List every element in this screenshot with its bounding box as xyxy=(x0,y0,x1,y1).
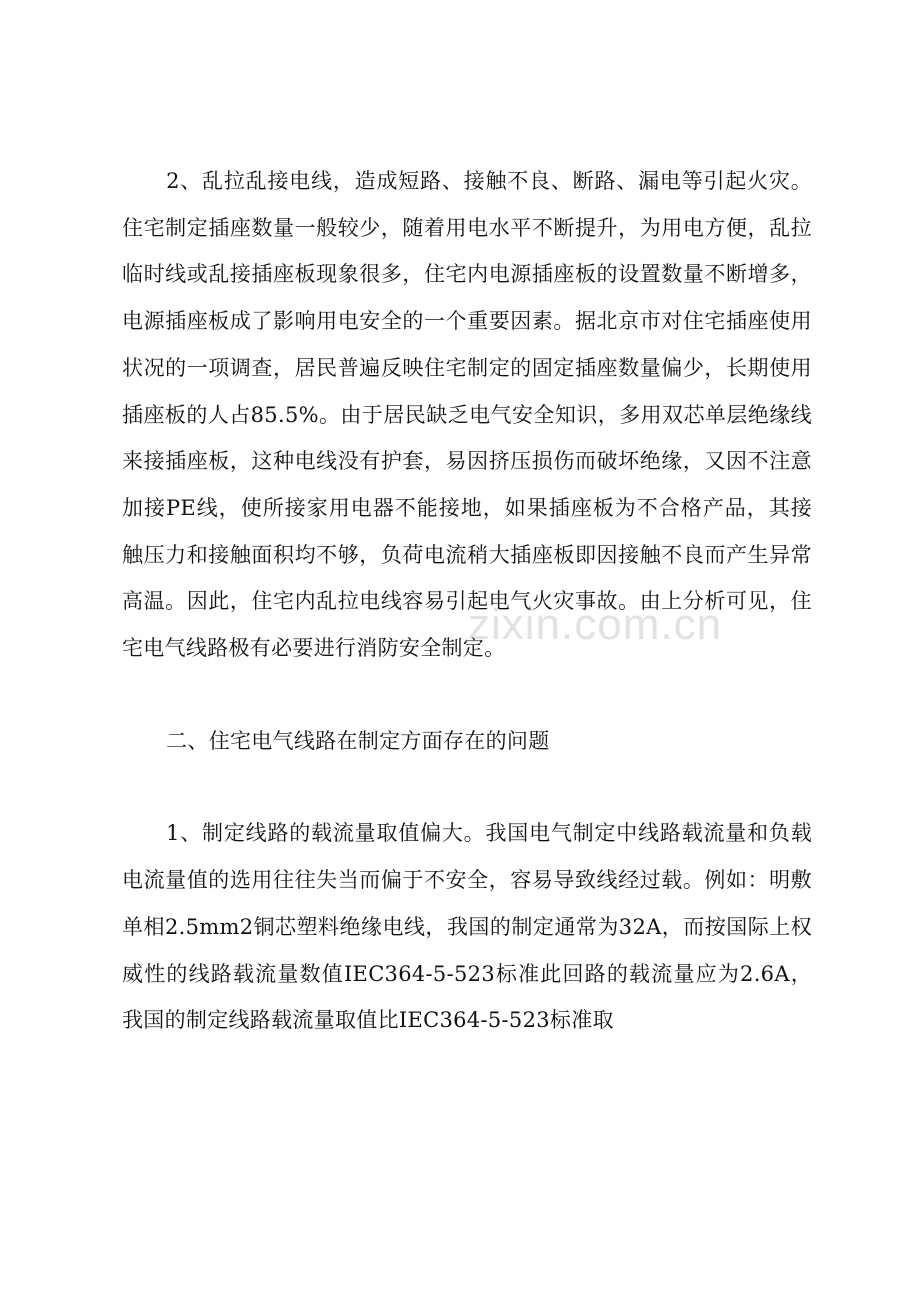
paragraph-wiring-hazards: 2、乱拉乱接电线，造成短路、接触不良、断路、漏电等引起火灾。住宅制定插座数量一般较少，随着用电水平不断提升，为用电方便，乱拉临时线或乱接插座板现象很多，住宅内电源插座板的设置数量不断增多，电源插座板成了影响用电安全的一个重要因素。据北京市对住宅插座使用状况的一项调查，居民普遍反映住宅制定的固定插座数量偏少，长期使用插座板的人占85.5%。由于居民缺乏电气安全知识，多用双芯单层绝缘线来接插座板，这种电线没有护套，易因挤压损伤而破坏绝缘，又因不注意加接PE线，使所接家用电器不能接地，如果插座板为不合格产品，其接触压力和接触面积均不够，负荷电流稍大插座板即因接触不良而产生异常高温。因此，住宅内乱拉电线容易引起电气火灾事故。由上分析可见，住宅电气线路极有必要进行消防安全制定。 xyxy=(122,169,812,661)
section-heading: 二、住宅电气线路在制定方面存在的问题 xyxy=(166,728,550,753)
paragraph-spacer xyxy=(122,764,812,810)
document-body xyxy=(122,158,812,1044)
paragraph-current-capacity: 1、制定线路的载流量取值偏大。我国电气制定中线路载流量和负载电流量值的选用往往失当而偏于不安全，容易导致线经过载。例如：明敷单相2.5mm2铜芯塑料绝缘电线，我国的制定通常为32A，而按国际上权威性的线路载流量数值IEC364-5-523标准此回路的载流量应为2.6A，我国的制定线路载流量取值比IEC364-5-523标准取 xyxy=(122,821,812,1033)
paragraph-spacer xyxy=(122,672,812,718)
watermark-text: zixin.com.cn xyxy=(468,600,723,649)
